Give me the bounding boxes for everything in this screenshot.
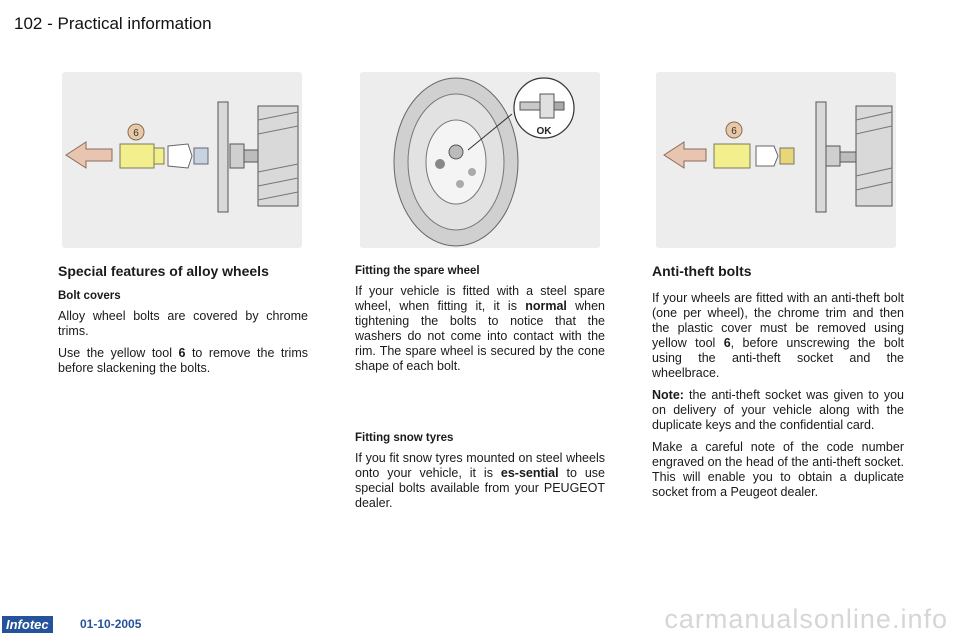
anti-theft-diagram [656,72,896,248]
spare-wheel-heading: Fitting the spare wheel [355,265,480,277]
spare-wheel-diagram [360,72,600,248]
column-alloy-wheels [58,263,308,383]
illustration-bolt-cover [62,72,302,248]
page-number: 102 [14,14,43,33]
snow-tyres-paragraph [355,451,605,511]
anti-theft-text-prefix: If your wheels are fitted with an anti-theft bolt (one per wheel), the chrome trim and then the plastic cover must be removed using yellow tool [652,291,904,350]
footer-date: 01-10-2005 [80,617,142,631]
yellow-tool-number: 6 [178,346,186,360]
yellow-tool-text-suffix: to remove the trims before slackening the bolts. [58,346,308,375]
spare-wheel-text-suffix: when tightening the bolts to notice that the washers do not come into contact with the rim. The spare wheel is secured by the cone shape of each bolt. [355,299,605,373]
note-paragraph [652,388,904,433]
note-label: Note: [652,388,684,402]
snow-tyres-heading: Fitting snow tyres [355,432,454,444]
snow-tyres-emphasis: es-sential [500,466,559,480]
spare-wheel-paragraph [355,284,605,374]
illustration-anti-theft [656,72,896,248]
alloy-wheels-heading: Special features of alloy wheels [58,263,269,279]
header-separator: - [47,14,53,33]
yellow-tool-text-prefix: Use the yellow tool [58,346,172,360]
snow-tyres-text-prefix: If you fit snow tyres mounted on steel wheels onto your vehicle, it is [355,451,605,480]
tool-number-label-right: 6 [731,126,737,137]
anti-theft-tool-number: 6 [723,336,731,350]
bolt-cover-diagram [62,72,302,248]
anti-theft-text-suffix: , before unscrewing the bolt using the anti-theft socket and the wheelbrace. [652,336,904,380]
bolt-covers-paragraph: Alloy wheel bolts are covered by chrome trims. [58,309,308,338]
note-text: the anti-theft socket was given to you on delivery of your vehicle along with the duplicate keys and the confidential card. [652,388,904,432]
illustration-spare-wheel [360,72,600,248]
snow-tyres-text-suffix: to use special bolts available from your PEUGEOT dealer. [355,466,605,510]
column-anti-theft [652,263,904,507]
column-spare-wheel [355,264,605,518]
anti-theft-paragraph [652,291,904,381]
infotec-logo: Infotec [2,616,53,633]
watermark: carmanualsonline.info [664,604,948,634]
section-title: Practical information [57,14,212,33]
spare-wheel-text-prefix: If your vehicle is fitted with a steel spare wheel, when fitting it, it is [355,284,605,313]
code-number-paragraph: Make a careful note of the code number engraved on the head of the anti-theft socket. This will enable you to obtain a duplicate socket from a Peugeot dealer. [652,440,904,499]
page-header [14,14,212,34]
yellow-tool-paragraph [58,346,308,376]
spare-wheel-emphasis: normal [525,299,567,313]
tool-number-label: 6 [133,128,139,139]
ok-badge: OK [536,126,552,137]
bolt-covers-heading: Bolt covers [58,290,121,302]
anti-theft-heading: Anti-theft bolts [652,263,752,279]
